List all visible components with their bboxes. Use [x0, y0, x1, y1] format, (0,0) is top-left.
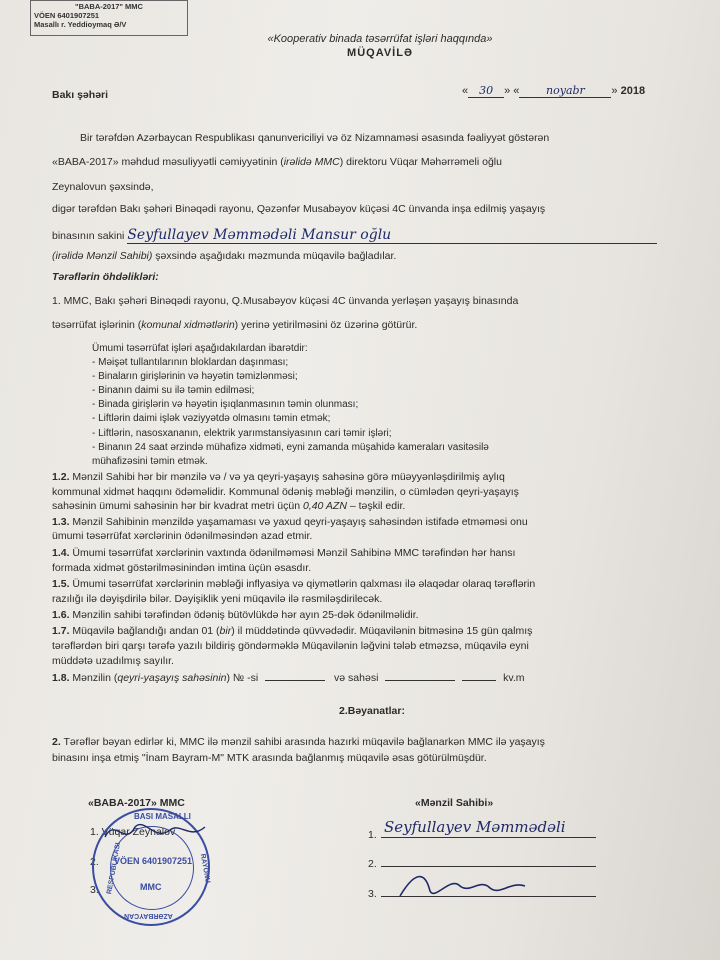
clause-1-4-line-2: formada xidmət göstərilməsinindən imtina üçün əsasdır.: [52, 562, 312, 574]
obligations-heading: Tərəflərin öhdəlikləri:: [52, 271, 159, 283]
company-signature-heading: «BABA-2017» MMC: [88, 797, 185, 809]
intro-line-5: binasının sakini Seyfullayev Məmmədəli Mansur oğlu: [52, 227, 657, 244]
owner-signer-2: 2.: [368, 858, 596, 870]
declarations-heading: 2.Bəyanatlar:: [339, 705, 405, 717]
declaration-line-1: 2. Tərəflər bəyan edirlər ki, MMC ilə mənzil sahibi arasında hazırki müqavilə bağlanarkən MMC ilə yaşayış: [52, 736, 545, 748]
clause-1-2-line-3: sahəsinin ümumi sahəsinin hər bir kvadrat metri üçün 0,40 AZN – təşkil edir.: [52, 500, 406, 512]
stamp-company-name: "BABA-2017" MMC: [75, 2, 143, 11]
contract-date: « 30 » « noyabr » 2018: [462, 84, 646, 97]
clause-1-2-line-1: 1.2. Mənzil Sahibi hər bir mənzilə və / və ya qeyri-yaşayış sahəsinə görə müəyyənləşdirilmiş aylıq: [52, 471, 505, 483]
service-item: - Binanın daimi su ilə təmin edilməsi;: [92, 385, 255, 396]
clause-1-3-line-1: 1.3. Mənzil Sahibinin mənzildə yaşamaması və yaxud qeyri-yaşayış sahəsindən istifadə etməməsi onu: [52, 516, 528, 528]
clause-1-4-line-1: 1.4. Ümumi təsərrüfat xərclərinin vaxtında ödənilməməsi Mənzil Sahibinə MMC tərəfindən hər hansı: [52, 547, 516, 559]
clause-1-5-line-1: 1.5. Ümumi təsərrüfat xərclərinin məbləği inflyasiya və qiymətlərin qalxması ilə əlaqədar olaraq tərəflərin: [52, 578, 536, 590]
clause-1-8: 1.8. Mənzilin (qeyri-yaşayış sahəsinin) № -si və sahəsi kv.m: [52, 672, 525, 684]
intro-line-1: Bir tərəfdən Azərbaycan Respublikası qanunvericiliyi və öz Nizamnaməsi əsasında fəaliyyət göstərən: [80, 132, 550, 144]
contract-subtitle: «Kooperativ binada təsərrüfat işləri haqqında»: [267, 33, 493, 45]
owner-handwritten-signature: Seyfullayev Məmmədəli: [384, 818, 566, 836]
company-seal: BASI MASALLI RESPUBLİKASI RAYONU VÖEN 6401907251 MMC AZƏRBAYCAN: [92, 808, 210, 926]
clause-1-7-line-3: müddətə uzadılmış sayılır.: [52, 655, 174, 667]
company-signer-3: 3.: [90, 884, 99, 896]
intro-line-4: digər tərəfdən Bakı şəhəri Binəqədi rayonu, Qəzənfər Musabəyov küçəsi 4C ünvanda inşa edilmiş yaşayış: [52, 203, 546, 215]
owner-signature-scribble: [395, 866, 535, 906]
clause-1-2-line-2: kommunal xidmət haqqını ödəməlidir. Kommunal ödəniş məbləği mənzilin, o cümlədən qeyri-yaşayış: [52, 486, 519, 498]
intro-line-6: (irəlidə Mənzil Sahibi) şəxsində aşağıdakı məzmunda müqavilə bağladılar.: [52, 250, 397, 262]
services-intro: Ümumi təsərrüfat işləri aşağıdakılardan ibarətdir:: [92, 343, 308, 354]
owner-signature-heading: «Mənzil Sahibi»: [415, 797, 494, 809]
owner-signer-1: 1.: [368, 829, 596, 841]
contract-title: MÜQAVİLƏ: [347, 47, 413, 59]
service-item: - Binaların girişlərinin və həyətin təmizlənməsi;: [92, 371, 298, 382]
clause-1-line-2: təsərrüfat işlərinin (komunal xidmətlərin) yerinə yetirilməsini öz üzərinə götürür.: [52, 319, 418, 331]
service-item: mühafizəsini təmin etmək.: [92, 456, 208, 467]
service-item: - Binanın 24 saat ərzində mühafizə xidməti, eyni zamanda müşahidə kameraları vasitəsilə: [92, 442, 489, 453]
company-signer-2: 2.: [90, 856, 99, 868]
company-signer-1: 1. Vüqar Zeynalov: [90, 826, 176, 838]
clause-1-3-line-2: ümumi təsərrüfat xərclərinin ödənilməsindən azad etmir.: [52, 530, 313, 542]
resident-name-handwritten: Seyfullayev Məmmədəli Mansur oğlu: [127, 227, 657, 244]
date-day: 30: [468, 84, 504, 98]
service-item: - Məişət tullantılarının bloklardan daşınması;: [92, 357, 289, 368]
service-item: - Liftlərin daimi işlək vəziyyətdə olmasını təmin etmək;: [92, 413, 331, 424]
service-item: - Liftlərin, nasosxananın, elektrik yarımstansiyasının cari təmir işləri;: [92, 428, 392, 439]
clause-1-7-line-1: 1.7. Müqavilə bağlandığı andan 01 (bir) il müddətində qüvvədədir. Müqavilənin bitməsinə 15 gün qalmış: [52, 625, 533, 637]
place-label: Bakı şəhəri: [52, 89, 109, 101]
clause-1-line-1: 1. MMC, Bakı şəhəri Binəqədi rayonu, Q.Musabəyov küçəsi 4C ünvanda yerləşən yaşayış binasında: [52, 295, 519, 307]
clause-1-6: 1.6. Mənzilin sahibi tərəfindən ödəniş bütövlükdə hər ayın 25-dək ödənilməlidir.: [52, 609, 419, 621]
service-item: - Binada girişlərin və həyətin işıqlanmasının təmin olunması;: [92, 399, 359, 410]
owner-signer-3: 3.: [368, 888, 596, 900]
company-header-stamp: [30, 0, 188, 36]
intro-line-2: «BABA-2017» məhdud məsuliyyətli cəmiyyətinin (irəlidə MMC) direktoru Vüqar Məhərrəmeli oğlu: [52, 156, 502, 168]
clause-1-7-line-2: tərəflərdən biri qarşı tərəfə yazılı bildiriş göndərməklə Müqavilənin ləğvini tələb etməzsə, müqavilə eyni: [52, 640, 529, 652]
date-month: noyabr: [519, 84, 611, 98]
declaration-line-2: binasını inşa etmiş "İnam Bayram-M" MTK arasında bağlanmış müqavilə əsas götürülmüşdür.: [52, 752, 487, 764]
company-signature-scribble: [100, 812, 210, 852]
date-year: 2018: [620, 85, 646, 97]
intro-line-3: Zeynalovun şəxsində,: [52, 181, 154, 193]
clause-1-5-line-2: razılığı ilə dəyişdirilə bilər. Dəyişiklik yeni müqavilə ilə rəsmiləşdirilecək.: [52, 593, 383, 605]
stamp-address: Masallı r. Yeddioymaq Ə/V: [34, 20, 127, 29]
stamp-tax-id: VÖEN 6401907251: [34, 11, 100, 20]
